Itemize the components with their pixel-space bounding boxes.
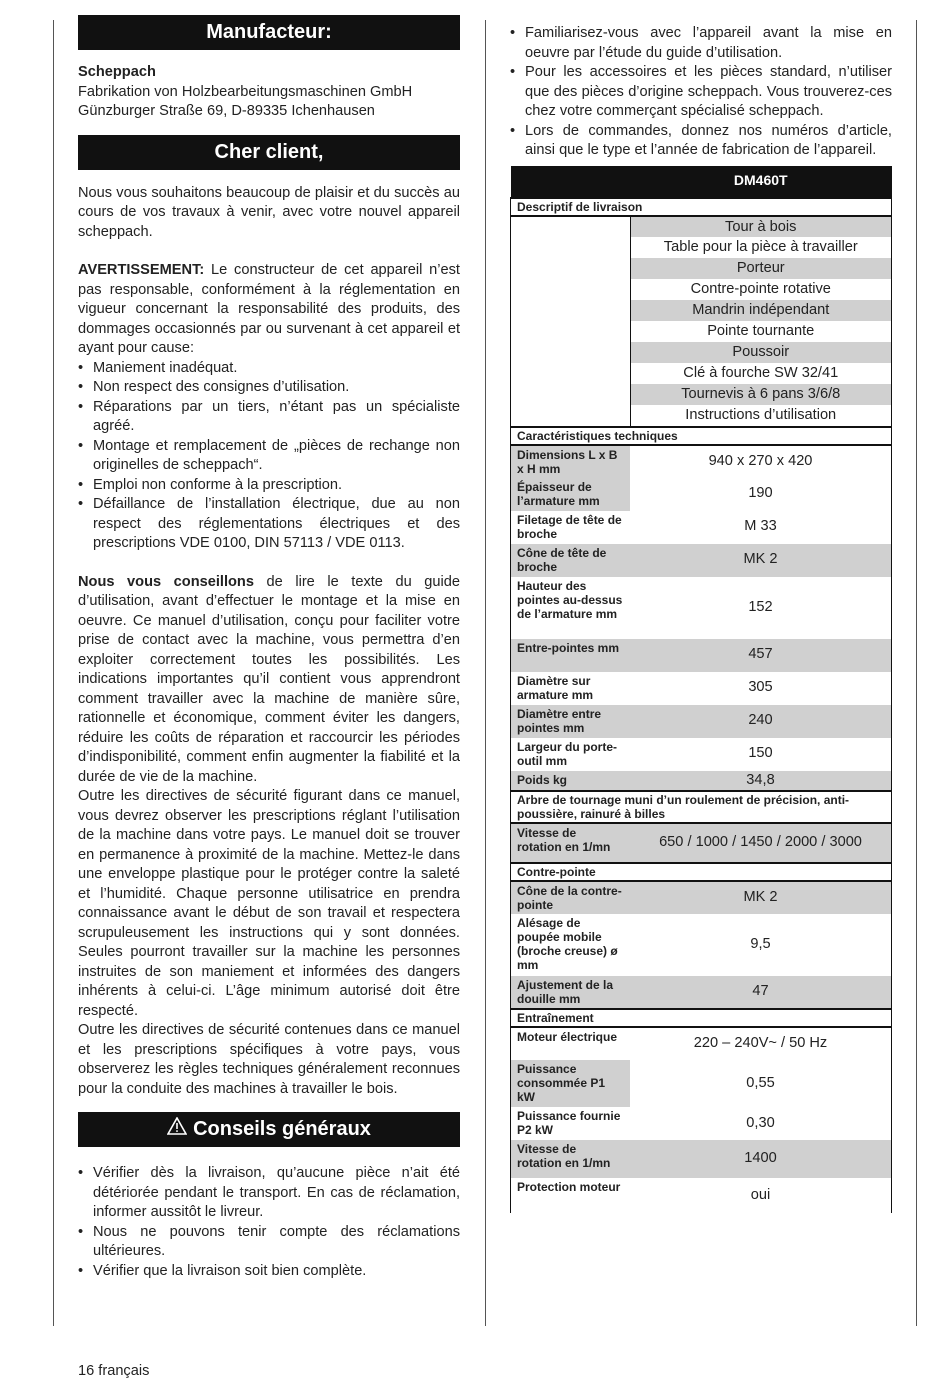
- spec-value: 9,5: [630, 914, 892, 976]
- table-row: [511, 976, 892, 1009]
- manufacturer-block: [78, 63, 460, 122]
- advice-label: Nous vous conseillons: [78, 573, 254, 590]
- table-row: [511, 823, 892, 863]
- list-item: • Pour les accessoires et les pièces standard, n’utiliser que des pièces d’origine scheppach. Vous trouverez-ces chez votre commerçant spécialisé scheppach.: [510, 63, 892, 122]
- warning-label: AVERTISSEMENT:: [78, 262, 205, 278]
- warning-list: [78, 359, 460, 554]
- list-item: • Montage et remplacement de „pièces de rechange non originelles de scheppach“.: [78, 437, 460, 476]
- spec-value: 940 x 270 x 420: [630, 445, 892, 478]
- table-row: [511, 705, 892, 738]
- section-row: [511, 863, 892, 881]
- delivery-item: Table pour la pièce à travailler: [630, 237, 892, 258]
- delivery-item: Pointe tournante: [630, 321, 892, 342]
- intro-list: [510, 24, 892, 161]
- spec-label: Cône de tête de broche: [511, 544, 631, 577]
- spec-label: Vitesse de rotation en 1/mn: [511, 823, 631, 863]
- spec-value: 190: [630, 478, 892, 511]
- spec-label: Cône de la contre-pointe: [511, 881, 631, 914]
- spec-label: Entre-pointes mm: [511, 639, 631, 672]
- divider-left: [53, 20, 54, 1326]
- manufacturer-heading: Manufacteur:: [78, 15, 460, 50]
- list-item: • Maniement inadéquat.: [78, 359, 460, 379]
- delivery-item: Porteur: [630, 258, 892, 279]
- spec-value: 650 / 1000 / 1450 / 2000 / 3000: [630, 823, 892, 863]
- list-item: • Vérifier dès la livraison, qu’aucune pièce n’ait été détériorée pendant le transport. En cas de réclamation, informer aussitôt le livreur.: [78, 1164, 460, 1223]
- tech-header: Caractéristiques techniques: [511, 427, 892, 445]
- drive-header: Entraînement: [511, 1009, 892, 1027]
- general-advice-title: Conseils généraux: [193, 1118, 371, 1140]
- spec-label: Alésage de poupée mobile (broche creuse) ø mm: [511, 914, 631, 976]
- spec-value: 47: [630, 976, 892, 1009]
- delivery-item: Tournevis à 6 pans 3/6/8: [630, 384, 892, 405]
- spec-label: Épaisseur de l’armature mm: [511, 478, 631, 511]
- spec-value: oui: [630, 1178, 892, 1213]
- list-item: • Défaillance de l’installation électrique, due au non respect des réglementations électriques et des prescriptions VDE 0100, DIN 57113 / VDE 0113.: [78, 495, 460, 554]
- spec-value: M 33: [630, 511, 892, 544]
- list-item: • Familiarisez-vous avec l’appareil avant la mise en oeuvre par l’étude du guide d’utilisation.: [510, 24, 892, 63]
- spindle-header: Arbre de tournage muni d’un roulement de précision, anti-poussière, rainuré à billes: [511, 791, 892, 823]
- list-item: • Non respect des consignes d’utilisation.: [78, 378, 460, 398]
- delivery-item: Clé à fourche SW 32/41: [630, 363, 892, 384]
- spec-value: 0,55: [630, 1060, 892, 1107]
- general-advice-heading: [78, 1112, 460, 1147]
- spec-value: 1400: [630, 1140, 892, 1178]
- page-footer: 16 français: [78, 1363, 150, 1379]
- table-row: [511, 1178, 892, 1213]
- list-item: • Vérifier que la livraison soit bien complète.: [78, 1262, 460, 1282]
- rules-paragraph: Outre les directives de sécurité contenues dans ce manuel et les prescriptions spécifiques à votre pays, vous observerez les règles techniques généralement reconnues pour la conduite des machines à travailler le bois.: [78, 1022, 460, 1097]
- divider-right: [916, 20, 917, 1326]
- spec-label: Poids kg: [511, 771, 631, 792]
- spec-value: 305: [630, 672, 892, 705]
- spec-label: Hauteur des pointes au-dessus de l’armature mm: [511, 577, 631, 639]
- table-row: [511, 672, 892, 705]
- warning-text: Le constructeur de cet appareil n’est pas responsable, conformément à la réglementation en vigueur concernant la responsabilité des produits, des dommages occasionnés par ou survenant à cet appareil et ayant pour cause:: [78, 262, 460, 356]
- spec-value: 34,8: [630, 771, 892, 792]
- table-row: [511, 881, 892, 914]
- divider-middle: [485, 20, 486, 1326]
- tailstock-header: Contre-pointe: [511, 863, 892, 881]
- model-name: DM460T: [630, 166, 892, 198]
- table-row: [511, 771, 892, 792]
- delivery-header: Descriptif de livraison: [511, 198, 892, 216]
- table-row: [511, 544, 892, 577]
- right-column: [510, 24, 892, 1213]
- delivery-item: Contre-pointe rotative: [630, 279, 892, 300]
- table-row: [511, 1107, 892, 1140]
- warning-triangle-icon: [167, 1112, 187, 1147]
- spec-value: MK 2: [630, 881, 892, 914]
- list-item: • Lors de commandes, donnez nos numéros d’article, ainsi que le type et l’année de fabrication de l’appareil.: [510, 122, 892, 161]
- delivery-item: Tour à bois: [630, 216, 892, 238]
- spec-label: Moteur électrique: [511, 1027, 631, 1060]
- manufacturer-line1: Fabrikation von Holzbearbeitungsmaschinen GmbH: [78, 83, 413, 100]
- dear-customer-heading: Cher client,: [78, 135, 460, 170]
- spec-label: Largeur du porte-outil mm: [511, 738, 631, 771]
- table-row: [511, 577, 892, 639]
- spec-label: Filetage de tête de broche: [511, 511, 631, 544]
- spec-label: Diamètre entre pointes mm: [511, 705, 631, 738]
- intro-paragraph: Nous vous souhaitons beaucoup de plaisir et du succès au cours de vos travaux à venir, avec votre nouvel appareil scheppach.: [78, 184, 460, 240]
- general-advice-list: [78, 1164, 460, 1281]
- advice-paragraph: [78, 573, 460, 788]
- manufacturer-address: Günzburger Straße 69, D-89335 Ichenhausen: [78, 103, 375, 119]
- spec-label: Ajustement de la douille mm: [511, 976, 631, 1009]
- table-row: [511, 478, 892, 511]
- spec-label: Puissance consommée P1 kW: [511, 1060, 631, 1107]
- advice-text: de lire le texte du guide d’utilisation, avant d’effectuer le montage et la mise en oeuvre. Ce manuel d’utilisation, conçu pour faciliter votre prise de contact avec la machine, vous permettra d’en exploiter correctement toutes les possibilités. Les indications importantes qu’il contient vous apprendront comment travailler avec la machine de manière sûre, rationnelle et économique, comment éviter les dangers, réduire les coûts de réparation et raccourcir les périodes d’indisponibilité, comment enfin augmenter la fiabilité et la durée de vie de la machine.: [78, 573, 460, 785]
- table-row: [511, 1060, 892, 1107]
- list-item: • Emploi non conforme à la prescription.: [78, 476, 460, 496]
- table-row: [511, 445, 892, 478]
- spec-label: Vitesse de rotation en 1/mn: [511, 1140, 631, 1178]
- left-column: [78, 15, 460, 1281]
- spec-value: 152: [630, 577, 892, 639]
- table-row: [511, 1027, 892, 1060]
- spec-value: MK 2: [630, 544, 892, 577]
- spec-label: Dimensions L x B x H mm: [511, 445, 631, 478]
- list-item: • Réparations par un tiers, n’étant pas un spécialiste agréé.: [78, 398, 460, 437]
- warning-paragraph: [78, 261, 460, 359]
- spec-table: [510, 166, 892, 1214]
- table-row: [511, 738, 892, 771]
- delivery-item: Instructions d’utilisation: [630, 405, 892, 426]
- table-header-row: [511, 166, 892, 198]
- table-row: [511, 511, 892, 544]
- spec-value: 457: [630, 639, 892, 672]
- spec-value: 240: [630, 705, 892, 738]
- delivery-item: Poussoir: [630, 342, 892, 363]
- section-row: [511, 791, 892, 823]
- table-row: [511, 216, 892, 238]
- table-row: [511, 639, 892, 672]
- spec-label: Protection moteur: [511, 1178, 631, 1213]
- table-row: [511, 1140, 892, 1178]
- delivery-item: Mandrin indépendant: [630, 300, 892, 321]
- spec-value: 0,30: [630, 1107, 892, 1140]
- section-row: [511, 198, 892, 216]
- manufacturer-name: Scheppach: [78, 64, 156, 80]
- manual-paragraph: Outre les directives de sécurité figurant dans ce manuel, vous devrez observer les prescriptions réglant l’utilisation de la machine dans votre pays. Le manuel doit se trouver en permanence à proximité de la machine. Mettez-le dans une enveloppe plastique pour le protéger contre la saleté et l’humidité. Chaque personne utilisatrice en prendra connaissance avant le début de son travail et respectera scrupuleusement les instructions qui y sont données. Seules pourront travailler sur la machine les personnes instruites de son maniement et informées des dangers inhérents à celui-ci. L’âge minimum autorisé doit être respecté.: [78, 788, 460, 1019]
- spec-value: 150: [630, 738, 892, 771]
- spec-label: Puissance fournie P2 kW: [511, 1107, 631, 1140]
- section-row: [511, 1009, 892, 1027]
- spec-label: Diamètre sur armature mm: [511, 672, 631, 705]
- table-row: [511, 914, 892, 976]
- spec-value: 220 – 240V~ / 50 Hz: [630, 1027, 892, 1060]
- list-item: • Nous ne pouvons tenir compte des réclamations ultérieures.: [78, 1223, 460, 1262]
- section-row: [511, 427, 892, 445]
